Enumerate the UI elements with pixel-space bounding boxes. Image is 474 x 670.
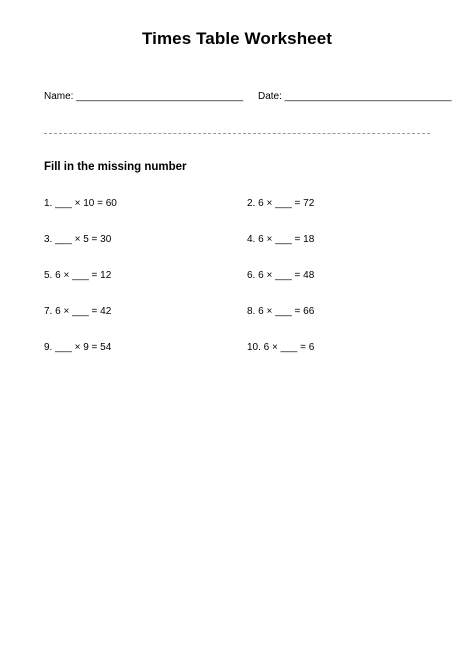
problem-3: 3. ___ × 5 = 30: [44, 234, 112, 245]
problem-2: 2. 6 × ___ = 72: [247, 198, 315, 209]
section-heading: Fill in the missing number: [44, 161, 187, 173]
problem-10: 10. 6 × ___ = 6: [247, 342, 315, 353]
problem-grid: [44, 198, 430, 378]
problem-7: 7. 6 × ___ = 42: [44, 306, 112, 317]
problem-4: 4. 6 × ___ = 18: [247, 234, 315, 245]
page-title: Times Table Worksheet: [141, 29, 333, 48]
date-field: Date: ______________________________: [258, 91, 452, 102]
problem-1: 1. ___ × 10 = 60: [44, 198, 117, 209]
dashed-divider: [44, 133, 430, 134]
name-field: Name: ______________________________: [44, 91, 244, 102]
problem-6: 6. 6 × ___ = 48: [247, 270, 315, 281]
problem-9: 9. ___ × 9 = 54: [44, 342, 112, 353]
problem-8: 8. 6 × ___ = 66: [247, 306, 315, 317]
problem-5: 5. 6 × ___ = 12: [44, 270, 112, 281]
